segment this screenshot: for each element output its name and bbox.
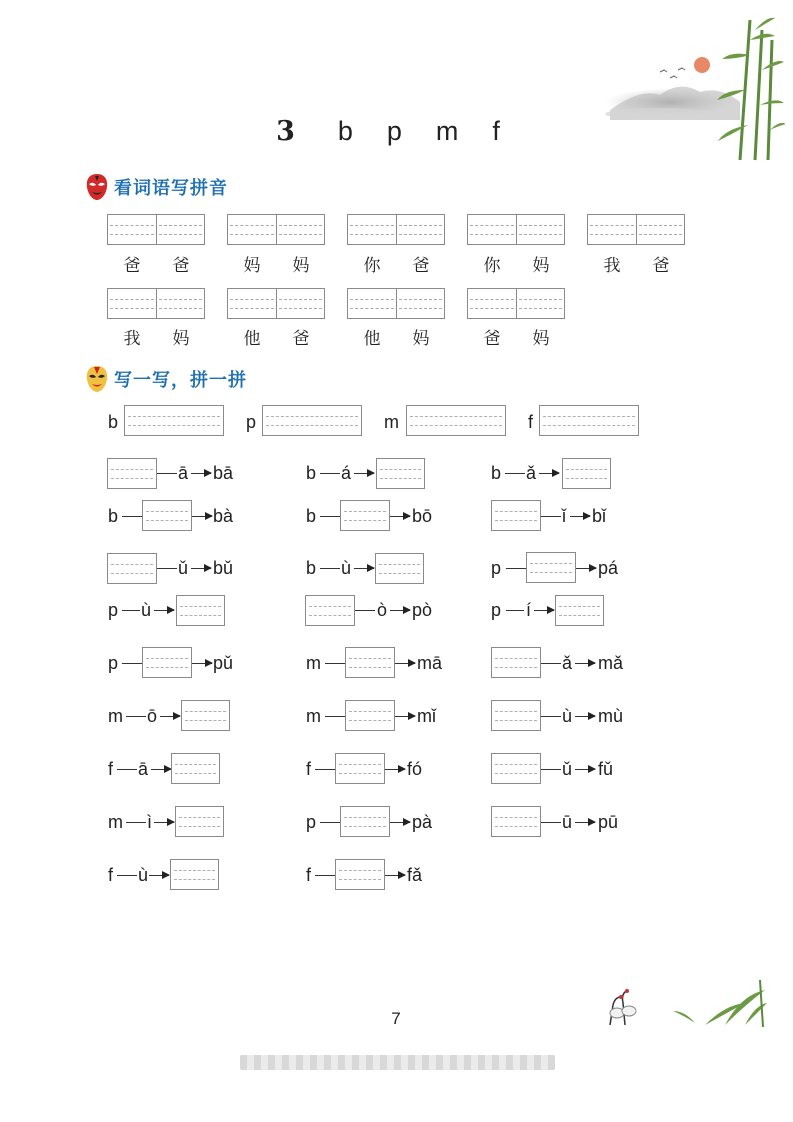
answer-box[interactable]	[170, 859, 219, 890]
answer-box[interactable]	[345, 700, 395, 731]
initial-text: b	[306, 558, 317, 578]
arrow	[154, 822, 174, 823]
pinyin-write-grid[interactable]	[107, 288, 205, 319]
arrow	[575, 716, 595, 717]
final-text: ǔ	[562, 759, 573, 779]
title-letter: f	[492, 116, 500, 146]
answer-box[interactable]	[335, 753, 385, 784]
answer-box[interactable]	[107, 553, 157, 584]
write-letter-label: m	[384, 412, 399, 432]
connector-line	[126, 822, 146, 823]
connector-line	[117, 875, 137, 876]
initial-text: p	[491, 558, 502, 578]
answer-box[interactable]	[171, 753, 220, 784]
title-letter: b	[337, 116, 353, 146]
word-character: 妈	[412, 329, 430, 349]
arrow	[390, 610, 410, 611]
answer-box[interactable]	[491, 500, 541, 531]
initial-text: f	[306, 759, 312, 779]
connector-line	[505, 473, 525, 474]
answer-box[interactable]	[375, 553, 424, 584]
answer-box[interactable]	[175, 806, 224, 837]
word-character: 妈	[243, 256, 261, 276]
connector-line	[117, 769, 137, 770]
pinyin-write-grid[interactable]	[347, 214, 445, 245]
word-character: 妈	[532, 256, 550, 276]
connector-line	[320, 473, 340, 474]
pinyin-write-grid[interactable]	[347, 288, 445, 319]
initial-text: f	[108, 759, 114, 779]
page-number: 7	[391, 1009, 401, 1028]
word-character: 他	[363, 329, 381, 349]
answer-box[interactable]	[142, 500, 192, 531]
word-character: 你	[483, 256, 501, 276]
result-text: bō	[412, 506, 433, 526]
final-text: ǐ	[562, 506, 566, 526]
answer-box[interactable]	[340, 500, 390, 531]
final-text: ā	[178, 463, 189, 483]
initial-text: p	[306, 812, 317, 832]
connector-line	[320, 516, 340, 517]
lesson-title	[0, 116, 793, 147]
opera-mask-icon	[85, 173, 109, 201]
arrow	[570, 516, 590, 517]
result-text: pá	[598, 558, 619, 578]
result-text: bà	[213, 506, 234, 526]
word-character: 他	[243, 329, 261, 349]
answer-box[interactable]	[562, 458, 611, 489]
result-text: fǎ	[407, 865, 423, 885]
lesson-number: 3	[276, 116, 295, 147]
section2-title: 写一写，拼一拼	[114, 370, 247, 391]
answer-box[interactable]	[491, 806, 541, 837]
initial-text: b	[306, 506, 317, 526]
write-letter-label: p	[246, 412, 257, 432]
arrow	[575, 822, 595, 823]
answer-box[interactable]	[176, 595, 225, 626]
answer-box[interactable]	[491, 647, 541, 678]
write-box[interactable]	[262, 405, 362, 436]
final-text: ù	[341, 558, 352, 578]
arrow	[395, 663, 415, 664]
answer-box[interactable]	[526, 552, 576, 583]
final-text: ǎ	[562, 653, 573, 673]
arrow	[395, 716, 415, 717]
connector-line	[541, 822, 561, 823]
connector-line	[541, 769, 561, 770]
result-text: mā	[417, 653, 443, 673]
connector-line	[355, 610, 375, 611]
title-letter: p	[386, 116, 402, 146]
final-text: ǔ	[178, 558, 189, 578]
connector-line	[320, 568, 340, 569]
blurred-footer-text	[240, 1055, 555, 1070]
final-text: ù	[141, 600, 152, 620]
arrow	[149, 875, 169, 876]
write-letter-label: f	[528, 412, 534, 432]
connector-line	[541, 516, 561, 517]
result-text: mǎ	[598, 653, 624, 673]
word-character: 妈	[172, 329, 190, 349]
result-text: mǐ	[417, 706, 436, 726]
connector-line	[315, 769, 335, 770]
opera-mask-icon	[85, 365, 109, 393]
answer-box[interactable]	[491, 753, 541, 784]
connector-line	[315, 875, 335, 876]
answer-box[interactable]	[107, 458, 157, 489]
connector-line	[122, 663, 142, 664]
initial-text: b	[491, 463, 502, 483]
connector-line	[126, 716, 146, 717]
connector-line	[157, 473, 177, 474]
connector-line	[122, 610, 140, 611]
arrow	[575, 663, 595, 664]
section1-title: 看词语写拼音	[114, 178, 228, 199]
word-character: 爸	[652, 256, 670, 276]
initial-text: m	[306, 706, 321, 726]
answer-box[interactable]	[181, 700, 230, 731]
word-character: 我	[123, 329, 141, 349]
arrow	[390, 822, 410, 823]
pinyin-write-grid[interactable]	[227, 288, 325, 319]
arrow	[191, 473, 211, 474]
arrow	[534, 610, 554, 611]
pinyin-write-grid[interactable]	[587, 214, 685, 245]
connector-line	[157, 568, 177, 569]
final-text: í	[526, 600, 532, 620]
pinyin-write-grid[interactable]	[107, 214, 205, 245]
connector-line	[325, 716, 345, 717]
answer-box[interactable]	[142, 647, 192, 678]
final-text: ō	[147, 706, 158, 726]
connector-line	[541, 716, 561, 717]
arrow	[354, 473, 374, 474]
word-character: 爸	[292, 329, 310, 349]
answer-box[interactable]	[491, 700, 541, 731]
connector-line	[320, 822, 340, 823]
section2-heading	[85, 364, 247, 394]
final-text: ǎ	[526, 463, 537, 483]
initial-text: p	[108, 653, 119, 673]
arrow	[160, 716, 180, 717]
final-text: ò	[377, 600, 388, 620]
word-character: 我	[603, 256, 621, 276]
answer-box[interactable]	[376, 458, 425, 489]
pinyin-write-grid[interactable]	[467, 214, 565, 245]
write-letter-label: b	[108, 412, 119, 432]
arrow	[154, 610, 174, 611]
final-text: ù	[138, 865, 149, 885]
answer-box[interactable]	[340, 806, 390, 837]
final-text: ì	[147, 812, 153, 832]
initial-text: b	[108, 506, 119, 526]
initial-text: m	[306, 653, 321, 673]
answer-box[interactable]	[345, 647, 395, 678]
arrow	[385, 875, 405, 876]
initial-text: f	[108, 865, 114, 885]
arrow	[354, 568, 374, 569]
word-character: 你	[363, 256, 381, 276]
pinyin-write-grid[interactable]	[467, 288, 565, 319]
word-character: 妈	[292, 256, 310, 276]
result-text: fó	[407, 759, 423, 779]
arrow	[192, 663, 212, 664]
connector-line	[506, 568, 526, 569]
initial-text: m	[108, 706, 123, 726]
initial-text: p	[108, 600, 119, 620]
final-text: ū	[562, 812, 573, 832]
answer-box[interactable]	[555, 595, 604, 626]
word-character: 爸	[483, 329, 501, 349]
connector-line	[506, 610, 524, 611]
arrow	[191, 568, 211, 569]
arrow	[385, 769, 405, 770]
title-letter: m	[435, 116, 459, 146]
arrow	[539, 473, 559, 474]
word-character: 爸	[172, 256, 190, 276]
result-text: pò	[412, 600, 433, 620]
initial-text: p	[491, 600, 502, 620]
connector-line	[122, 516, 142, 517]
crane-bamboo-decoration	[555, 975, 775, 1030]
connector-line	[541, 663, 561, 664]
result-text: pǔ	[213, 653, 234, 673]
result-text: bǐ	[592, 506, 607, 526]
arrow	[575, 769, 595, 770]
word-character: 爸	[123, 256, 141, 276]
initial-text: m	[108, 812, 123, 832]
result-text: pū	[598, 812, 619, 832]
word-character: 爸	[412, 256, 430, 276]
answer-box[interactable]	[335, 859, 385, 890]
final-text: ù	[562, 706, 573, 726]
result-text: bǔ	[213, 558, 234, 578]
arrow	[151, 769, 171, 770]
arrow	[192, 516, 212, 517]
section1-heading	[85, 172, 228, 202]
result-text: pà	[412, 812, 433, 832]
write-box[interactable]	[539, 405, 639, 436]
final-text: ā	[138, 759, 149, 779]
word-character: 妈	[532, 329, 550, 349]
arrow	[576, 568, 596, 569]
answer-box[interactable]	[305, 595, 355, 626]
initial-text: b	[306, 463, 317, 483]
arrow	[390, 516, 410, 517]
result-text: mù	[598, 706, 624, 726]
connector-line	[325, 663, 345, 664]
result-text: bā	[213, 463, 234, 483]
initial-text: f	[306, 865, 312, 885]
pinyin-write-grid[interactable]	[227, 214, 325, 245]
final-text: á	[341, 463, 352, 483]
write-box[interactable]	[406, 405, 506, 436]
write-box[interactable]	[124, 405, 224, 436]
result-text: fǔ	[598, 759, 614, 779]
